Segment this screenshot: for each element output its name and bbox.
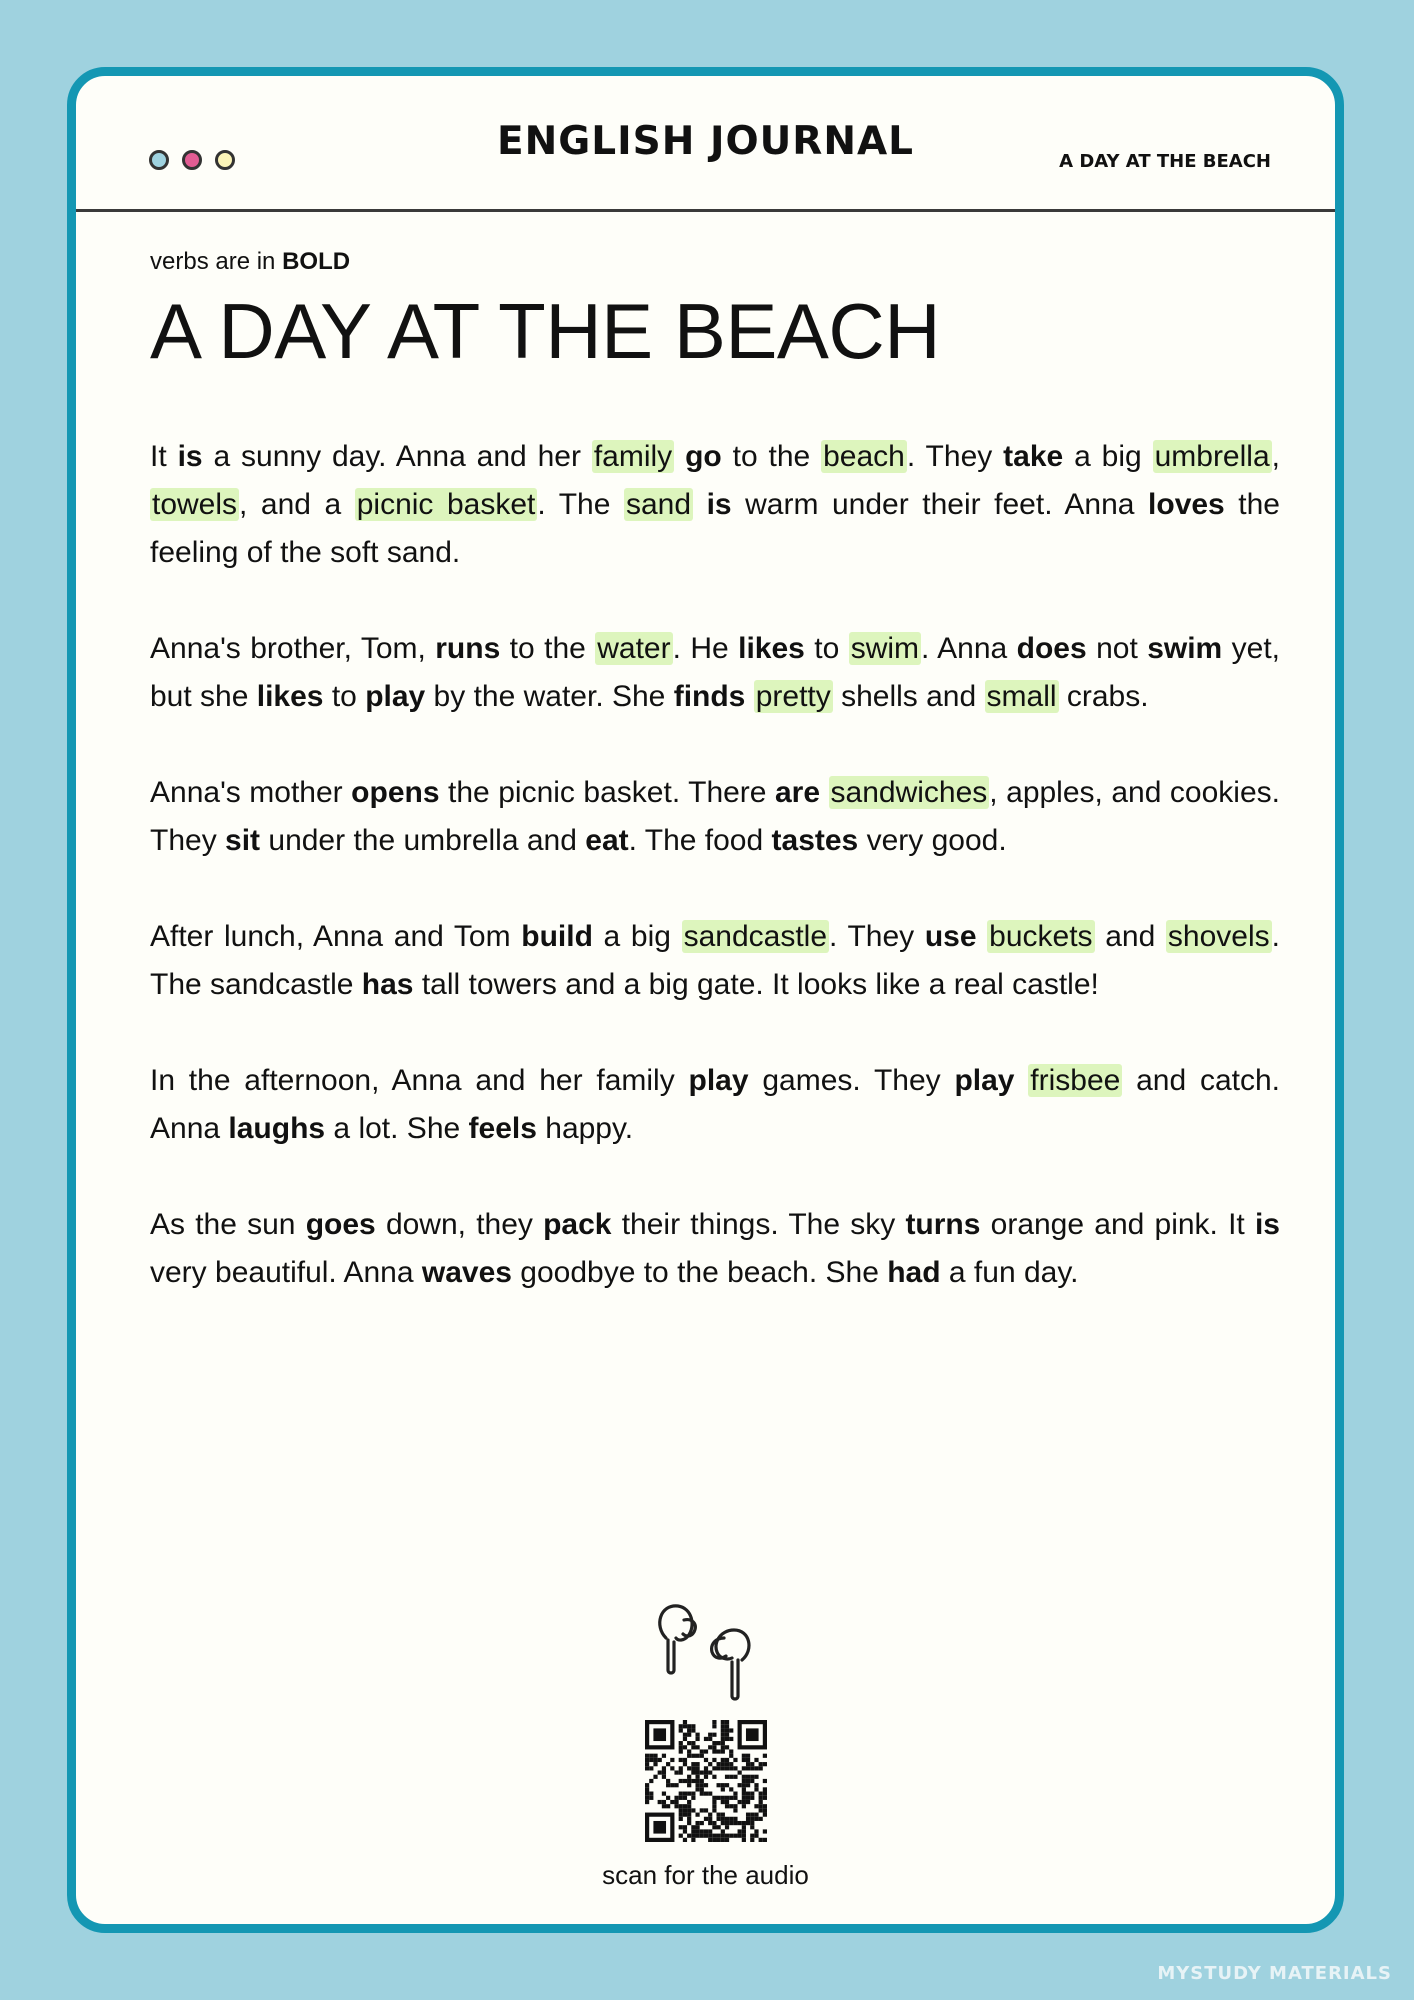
- text-segment: to the: [500, 632, 596, 665]
- text-segment: [693, 488, 707, 521]
- text-segment: yet, but she: [150, 632, 1281, 713]
- qr-code[interactable]: [645, 1720, 767, 1842]
- text-segment: crabs.: [1058, 680, 1149, 713]
- text-segment: goodbye to the beach. She: [511, 1256, 888, 1289]
- text-segment: a big: [592, 920, 682, 953]
- verb: pack: [543, 1208, 612, 1241]
- verb: does: [1016, 632, 1087, 665]
- text-segment: ,: [1271, 440, 1280, 473]
- highlighted-word: sand: [625, 488, 692, 521]
- highlighted-word: buckets: [989, 920, 1093, 953]
- verb: likes: [738, 632, 805, 665]
- text-segment: to: [323, 680, 366, 713]
- journal-card: [67, 67, 1344, 1933]
- verb: runs: [435, 632, 501, 665]
- text-segment: and: [1094, 920, 1166, 953]
- text-segment: very beautiful. Anna: [150, 1256, 422, 1289]
- highlighted-word: swim: [850, 632, 920, 665]
- text-segment: [745, 680, 753, 713]
- text-segment: . The sandcastle: [150, 920, 1280, 1001]
- text-segment: . He: [672, 632, 739, 665]
- text-segment: to: [804, 632, 849, 665]
- text-segment: very good.: [858, 824, 1007, 857]
- highlighted-word: family: [593, 440, 673, 473]
- audio-section: [76, 1596, 1335, 1891]
- header-subtitle: A DAY AT THE BEACH: [1059, 151, 1271, 172]
- verb-hint: [150, 248, 1280, 276]
- verb: sit: [225, 824, 261, 857]
- highlighted-word: picnic basket: [356, 488, 536, 521]
- verb: turns: [905, 1208, 981, 1241]
- story-paragraph: [150, 1057, 1280, 1153]
- verb-hint-prefix: verbs are in: [150, 248, 276, 275]
- verb: go: [685, 440, 722, 473]
- page-title: A DAY AT THE BEACH: [150, 287, 941, 375]
- text-segment: . The food: [628, 824, 772, 857]
- text-segment: a sunny day. Anna and her: [202, 440, 592, 473]
- story-paragraph: [150, 625, 1280, 721]
- verb: build: [521, 920, 593, 953]
- audio-caption: scan for the audio: [602, 1860, 809, 1890]
- verb: has: [361, 968, 414, 1001]
- text-segment: not: [1086, 632, 1148, 665]
- story-paragraph: [150, 769, 1280, 865]
- verb: likes: [256, 680, 324, 713]
- text-segment: [674, 440, 685, 473]
- verb: tastes: [771, 824, 859, 857]
- text-segment: the feeling of the soft sand.: [150, 488, 1280, 569]
- highlighted-word: towels: [152, 488, 238, 521]
- verb: is: [1254, 1208, 1280, 1241]
- text-segment: After lunch, Anna and Tom: [150, 920, 522, 953]
- verb: feels: [468, 1112, 537, 1145]
- text-segment: the picnic basket. There: [439, 776, 775, 809]
- verb: is: [177, 440, 203, 473]
- verb: swim: [1147, 632, 1223, 665]
- verb: play: [688, 1064, 749, 1097]
- text-segment: to the: [721, 440, 822, 473]
- text-segment: , apples, and cookies. They: [150, 776, 1280, 857]
- text-segment: tall towers and a big gate. It looks like a real castle!: [413, 968, 1099, 1001]
- text-segment: a fun day.: [940, 1256, 1079, 1289]
- text-segment: a big: [1063, 440, 1153, 473]
- brand-title: ENGLISH JOURNAL: [497, 119, 914, 164]
- text-segment: under the umbrella and: [260, 824, 586, 857]
- verb: finds: [673, 680, 746, 713]
- text-segment: . The: [537, 488, 624, 521]
- text-segment: orange and pink. It: [980, 1208, 1255, 1241]
- verb: use: [924, 920, 977, 953]
- highlighted-word: umbrella: [1154, 440, 1270, 473]
- highlighted-word: sandcastle: [683, 920, 828, 953]
- text-segment: . Anna: [921, 632, 1017, 665]
- text-segment: their things. The sky: [611, 1208, 906, 1241]
- text-segment: [1014, 1064, 1028, 1097]
- text-segment: and catch. Anna: [150, 1064, 1280, 1145]
- verb: waves: [421, 1256, 512, 1289]
- verb: laughs: [228, 1112, 326, 1145]
- story-paragraph: [150, 433, 1280, 577]
- text-segment: happy.: [536, 1112, 634, 1145]
- text-segment: warm under their feet. Anna: [731, 488, 1149, 521]
- text-segment: shells and: [832, 680, 985, 713]
- story-paragraph: [150, 1201, 1280, 1297]
- highlighted-word: frisbee: [1030, 1064, 1121, 1097]
- story-paragraph: [150, 913, 1280, 1009]
- text-segment: [977, 920, 988, 953]
- verb: loves: [1148, 488, 1225, 521]
- verb: play: [365, 680, 426, 713]
- highlighted-word: shovels: [1167, 920, 1270, 953]
- story: [150, 433, 1280, 1297]
- highlighted-word: small: [986, 680, 1057, 713]
- highlighted-word: water: [597, 632, 671, 665]
- text-segment: a lot. She: [325, 1112, 469, 1145]
- verb-hint-bold: BOLD: [282, 248, 351, 275]
- text-segment: In the afternoon, Anna and her family: [150, 1064, 689, 1097]
- earbuds-icon: [646, 1596, 766, 1706]
- text-segment: by the water. She: [425, 680, 674, 713]
- verb: had: [887, 1256, 941, 1289]
- watermark: MYSTUDY MATERIALS: [1157, 1963, 1392, 1984]
- text-segment: . They: [829, 920, 925, 953]
- text-segment: . They: [906, 440, 1004, 473]
- verb: eat: [585, 824, 629, 857]
- verb: are: [774, 776, 821, 809]
- verb: is: [706, 488, 732, 521]
- text-segment: It: [150, 440, 178, 473]
- verb: goes: [305, 1208, 376, 1241]
- verb: opens: [351, 776, 440, 809]
- verb: play: [954, 1064, 1015, 1097]
- text-segment: Anna's mother: [150, 776, 352, 809]
- highlighted-word: beach: [823, 440, 905, 473]
- verb: take: [1003, 440, 1064, 473]
- content: [150, 248, 1280, 1345]
- text-segment: games. They: [748, 1064, 955, 1097]
- highlighted-word: sandwiches: [830, 776, 988, 809]
- text-segment: Anna's brother, Tom,: [150, 632, 436, 665]
- text-segment: As the sun: [150, 1208, 306, 1241]
- highlighted-word: pretty: [755, 680, 831, 713]
- text-segment: down, they: [375, 1208, 544, 1241]
- header: [76, 76, 1335, 212]
- text-segment: , and a: [239, 488, 355, 521]
- text-segment: [820, 776, 829, 809]
